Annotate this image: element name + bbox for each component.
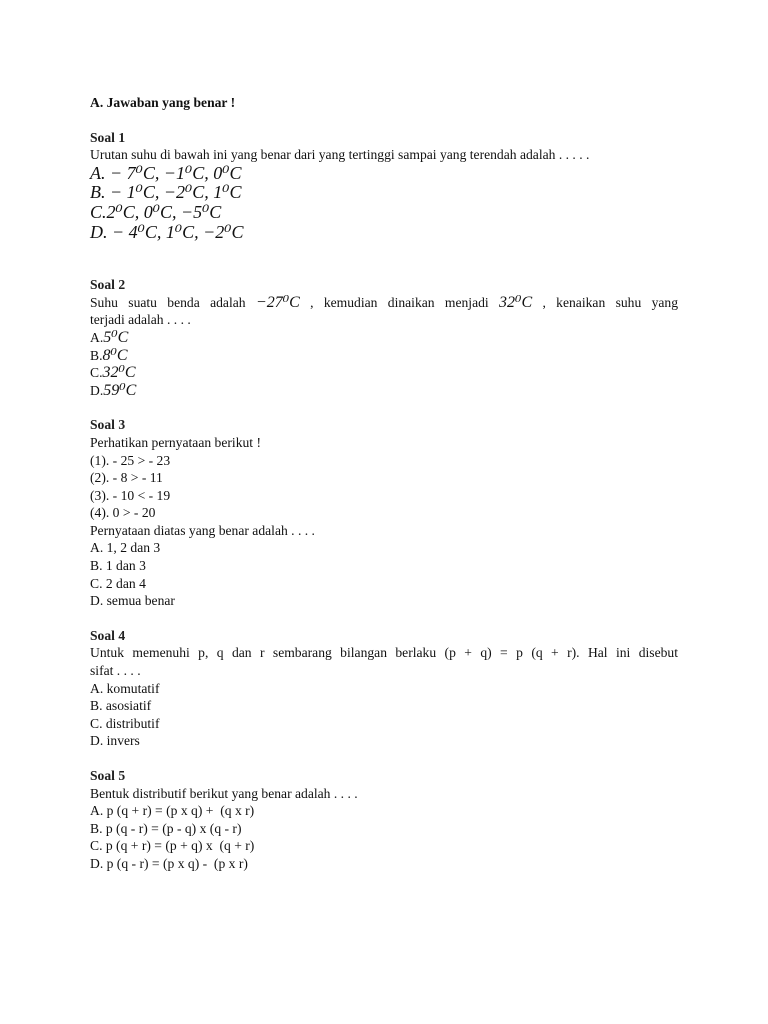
question-3-statement-2: (2). - 8 > - 11 <box>90 470 163 486</box>
option-prefix: C. <box>90 365 103 381</box>
question-4-option-b: B. asosiatif <box>90 698 152 714</box>
question-2-math-1: −27⁰C <box>255 293 300 311</box>
question-2-option-c <box>90 364 678 382</box>
question-3-option-a: A. 1, 2 dan 3 <box>90 540 161 556</box>
question-2-stem-part-3: , kenaikan suhu yang <box>532 294 679 310</box>
question-1-option-d: D. − 4⁰C, 1⁰C, −2⁰C <box>90 221 244 242</box>
question-5-option-d: D. p (q - r) = (p x q) - (p x r) <box>90 855 248 871</box>
question-5-option-a: A. p (q + r) = (p x q) + (q x r) <box>90 803 255 819</box>
question-3-stem: Perhatikan pernyataan berikut ! <box>90 434 261 450</box>
option-prefix: A. <box>90 329 104 345</box>
question-4-stem-line-2: sifat . . . . <box>90 663 141 679</box>
question-1 <box>90 129 678 243</box>
question-1-option-a: A. − 7⁰C, −1⁰C, 0⁰C <box>90 162 242 183</box>
question-4-option-c: C. distributif <box>90 715 160 731</box>
question-5-stem: Bentuk distributif berikut yang benar adalah . . . . <box>90 785 358 801</box>
question-1-stem: Urutan suhu di bawah ini yang benar dari yang tertinggi sampai yang terendah adalah . . . . . <box>90 147 590 163</box>
question-2-option-b <box>90 347 678 365</box>
question-5 <box>90 767 678 873</box>
document-page <box>90 94 678 873</box>
question-3-statement-1: (1). - 25 > - 23 <box>90 452 171 468</box>
question-2-stem-part-1: Suhu suatu benda adalah <box>90 294 256 310</box>
question-2-stem-part-2: , kemudian dinaikan menjadi <box>299 294 500 310</box>
option-prefix: B. <box>90 347 103 363</box>
question-2-option-d <box>90 382 678 400</box>
question-1-option-c: C.2⁰C, 0⁰C, −5⁰C <box>90 201 222 222</box>
question-2-stem <box>90 294 678 312</box>
option-prefix: D. <box>90 382 104 398</box>
question-3-statement-4: (4). 0 > - 20 <box>90 505 156 521</box>
question-5-option-b: B. p (q - r) = (p - q) x (q - r) <box>90 820 242 836</box>
question-3-option-c: C. 2 dan 4 <box>90 575 146 591</box>
question-3-option-d: D. semua benar <box>90 593 175 609</box>
option-value: 32⁰C <box>102 364 136 382</box>
question-3-title: Soal 3 <box>90 417 126 433</box>
question-4-stem: Untuk memenuhi p, q dan r sembarang bilangan berlaku (p + q) = p (q + r). Hal ini disebut <box>90 645 678 661</box>
option-value: 59⁰C <box>103 381 137 399</box>
question-3-question: Pernyataan diatas yang benar adalah . . . . <box>90 522 315 538</box>
question-4-option-d: D. invers <box>90 733 140 749</box>
question-3-option-b: B. 1 dan 3 <box>90 558 146 574</box>
question-4-title: Soal 4 <box>90 627 126 643</box>
question-2-stem-line-2: terjadi adalah . . . . <box>90 312 191 328</box>
question-4 <box>90 627 678 750</box>
question-1-option-b: B. − 1⁰C, −2⁰C, 1⁰C <box>90 182 242 203</box>
question-5-option-c: C. p (q + r) = (p + q) x (q + r) <box>90 838 255 854</box>
question-2-option-a <box>90 329 678 347</box>
question-2-math-2: 32⁰C <box>499 293 533 311</box>
question-1-title: Soal 1 <box>90 129 126 145</box>
question-5-title: Soal 5 <box>90 768 126 783</box>
question-2-title: Soal 2 <box>90 277 126 293</box>
option-value: 8⁰C <box>102 346 128 364</box>
question-3 <box>90 416 678 610</box>
question-4-option-a: A. komutatif <box>90 680 160 696</box>
section-heading: A. Jawaban yang benar ! <box>90 95 236 110</box>
question-2 <box>90 276 678 399</box>
question-3-statement-3: (3). - 10 < - 19 <box>90 487 171 503</box>
option-value: 5⁰C <box>103 328 129 346</box>
